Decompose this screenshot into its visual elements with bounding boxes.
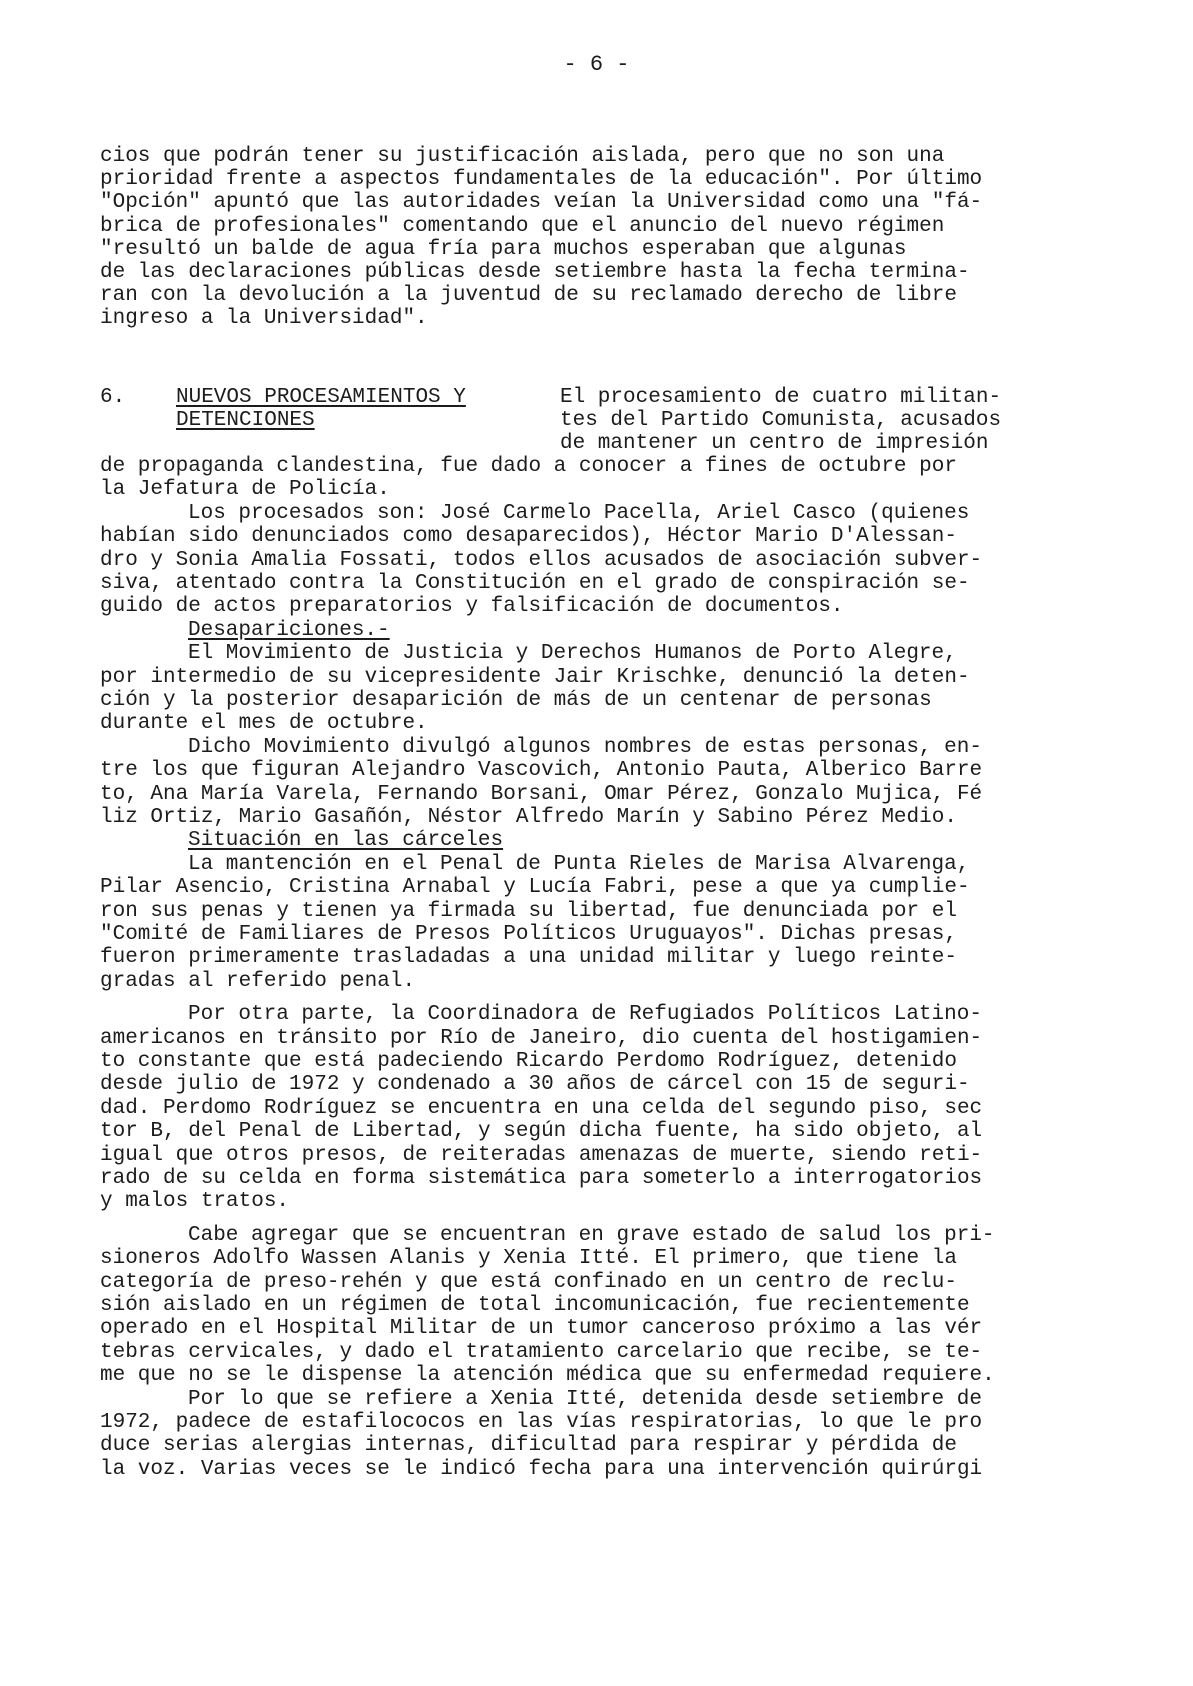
text-line: la voz. Varias veces se le indicó fecha para una intervención quirúrgi bbox=[100, 1457, 983, 1481]
text-line: fueron primeramente trasladadas a una unidad militar y luego reinte- bbox=[100, 946, 957, 970]
section-heading-line-2: DETENCIONES bbox=[176, 409, 315, 432]
section-number: 6. bbox=[100, 386, 126, 409]
text-line: me que no se le dispense la atención médica que su enfermedad requiere. bbox=[100, 1364, 995, 1388]
text-line: americanos en tránsito por Río de Janeiro, dio cuenta del hostigamien- bbox=[100, 1026, 983, 1050]
subheading: Desapariciones.- bbox=[188, 618, 390, 642]
page-number: - 6 - bbox=[563, 52, 630, 77]
text-line: Los procesados son: José Carmelo Pacella, Ariel Casco (quienes bbox=[188, 501, 970, 525]
text-line: Dicho Movimiento divulgó algunos nombres de estas personas, en- bbox=[188, 735, 982, 759]
text-line: desde julio de 1972 y condenado a 30 años de cárcel con 15 de seguri- bbox=[100, 1073, 970, 1097]
text-line: 1972, padece de estafilococos en las vías respiratorias, lo que le pro bbox=[100, 1411, 983, 1434]
text-line: de las declaraciones públicas desde setiembre hasta la fecha termina- bbox=[100, 261, 970, 284]
text-line: "resultó un balde de agua fría para muchos esperaban que algunas bbox=[100, 237, 907, 261]
text-line: brica de profesionales" comentando que el anuncio del nuevo régimen bbox=[100, 214, 945, 238]
text-line: ción y la posterior desaparición de más de un centenar de personas bbox=[100, 689, 932, 712]
text-line: ran con la devolución a la juventud de su reclamado derecho de libre bbox=[100, 284, 957, 308]
text-line: dad. Perdomo Rodríguez se encuentra en una celda del segundo piso, sec bbox=[100, 1096, 983, 1120]
text-line: "Opción" apuntó que las autoridades veían la Universidad como una "fá- bbox=[100, 191, 983, 215]
text-line: durante el mes de octubre. bbox=[100, 712, 428, 736]
text-line: La mantención en el Penal de Punta Rieles de Marisa Alvarenga, bbox=[188, 852, 970, 876]
section-intro-line-2: tes del Partido Comunista, acusados bbox=[560, 409, 1002, 432]
text-line: guido de actos preparatorios y falsificación de documentos. bbox=[100, 595, 844, 619]
text-line: y malos tratos. bbox=[100, 1190, 290, 1214]
text-line: ingreso a la Universidad". bbox=[100, 307, 428, 331]
section-heading-line-1: NUEVOS PROCESAMIENTOS Y bbox=[176, 386, 466, 409]
text-line: to, Ana María Varela, Fernando Borsani, Omar Pérez, Gonzalo Mujica, Fé bbox=[100, 782, 983, 806]
text-line: tre los que figuran Alejandro Vascovich, Antonio Pauta, Alberico Barre bbox=[100, 759, 983, 783]
text-line: por intermedio de su vicepresidente Jair Krischke, denunció la deten- bbox=[100, 665, 970, 689]
text-line: habían sido denunciados como desaparecidos), Héctor Mario D'Alessan- bbox=[100, 525, 957, 549]
text-line: liz Ortiz, Mario Gasañón, Néstor Alfredo Marín y Sabino Pérez Medio. bbox=[100, 806, 957, 829]
text-line: cios que podrán tener su justificación aislada, pero que no son una bbox=[100, 145, 945, 168]
text-line: duce serias alergias internas, dificultad para respirar y pérdida de bbox=[100, 1434, 957, 1458]
text-line: siva, atentado contra la Constitución en el grado de conspiración se- bbox=[100, 572, 970, 595]
text-line: de propaganda clandestina, fue dado a conocer a fines de octubre por bbox=[100, 455, 957, 478]
section-intro-line-1: El procesamiento de cuatro militan- bbox=[560, 386, 1002, 409]
text-line: categoría de preso-rehén y que está confinado en un centro de reclu- bbox=[100, 1270, 957, 1294]
text-line: sioneros Adolfo Wassen Alanis y Xenia Itté. El primero, que tiene la bbox=[100, 1247, 957, 1271]
text-line: operado en el Hospital Militar de un tumor canceroso próximo a las vér bbox=[100, 1317, 983, 1341]
section-intro-line-3: de mantener un centro de impresión bbox=[560, 432, 989, 455]
text-line: Pilar Asencio, Cristina Arnabal y Lucía Fabri, pese a que ya cumplie- bbox=[100, 876, 970, 900]
text-line: tebras cervicales, y dado el tratamiento carcelario que recibe, se te- bbox=[100, 1340, 983, 1364]
text-line: to constante que está padeciendo Ricardo Perdomo Rodríguez, detenido bbox=[100, 1050, 957, 1073]
text-line: prioridad frente a aspectos fundamentales de la educación". Por último bbox=[100, 168, 983, 192]
text-line: Por lo que se refiere a Xenia Itté, detenida desde setiembre de bbox=[188, 1387, 982, 1411]
text-line: Por otra parte, la Coordinadora de Refugiados Políticos Latino- bbox=[188, 1003, 982, 1027]
text-line: la Jefatura de Policía. bbox=[100, 478, 390, 502]
text-line: sión aislado en un régimen de total incomunicación, fue recientemente bbox=[100, 1294, 970, 1317]
subheading: Situación en las cárceles bbox=[188, 829, 504, 853]
text-line: El Movimiento de Justicia y Derechos Humanos de Porto Alegre, bbox=[188, 642, 957, 666]
text-line: ron sus penas y tienen ya firmada su libertad, fue denunciada por el bbox=[100, 899, 957, 923]
text-line: gradas al referido penal. bbox=[100, 969, 416, 993]
text-line: tor B, del Penal de Libertad, y según dicha fuente, ha sido objeto, al bbox=[100, 1120, 983, 1144]
text-line: dro y Sonia Amalia Fossati, todos ellos acusados de asociación subver- bbox=[100, 548, 983, 572]
text-line: "Comité de Familiares de Presos Políticos Uruguayos". Dichas presas, bbox=[100, 923, 957, 946]
text-line: rado de su celda en forma sistemática para someterlo a interrogatorios bbox=[100, 1167, 983, 1190]
text-line: Cabe agregar que se encuentran en grave estado de salud los pri- bbox=[188, 1223, 995, 1247]
text-line: igual que otros presos, de reiteradas amenazas de muerte, siendo reti- bbox=[100, 1143, 983, 1167]
